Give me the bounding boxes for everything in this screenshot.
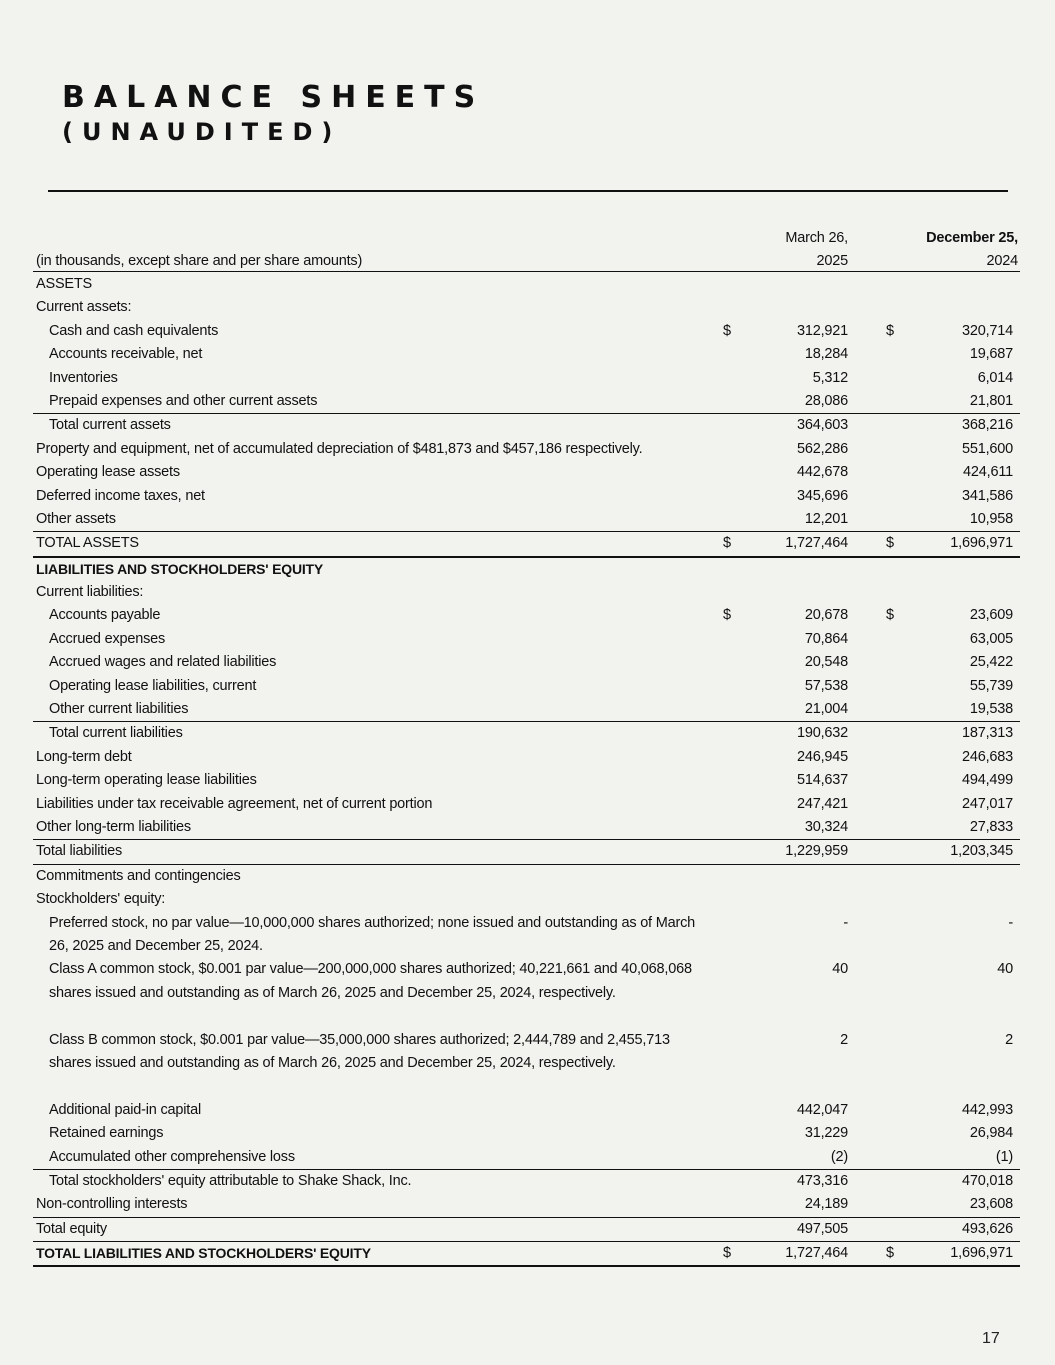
row-label: Accrued expenses (49, 630, 166, 647)
value-2024: 10,958 (969, 510, 1013, 527)
row-label: Stockholders' equity: (36, 891, 166, 908)
page-number: 17 (982, 1330, 1000, 1347)
row-label: TOTAL ASSETS (36, 535, 139, 552)
currency-symbol: $ (723, 607, 731, 624)
value-2025: 20,548 (804, 654, 848, 671)
table-row (33, 769, 1020, 792)
value-2025: 70,864 (804, 630, 848, 647)
table-row (33, 581, 1020, 604)
currency-symbol: $ (886, 322, 894, 339)
row-label: Liabilities under tax receivable agreement, net of current portion (36, 795, 433, 812)
row-label: Other current liabilities (49, 701, 189, 718)
value-2024: (1) (995, 1148, 1013, 1165)
currency-symbol: $ (886, 1245, 894, 1262)
table-row (33, 912, 1020, 959)
table-row (33, 296, 1020, 319)
value-2025: 12,201 (804, 510, 848, 527)
value-2024: 63,005 (969, 630, 1013, 647)
balance-sheet-table (33, 273, 1020, 1267)
row-label: Total current liabilities (49, 725, 183, 742)
row-label: Class B common stock, $0.001 par value—35,000,000 shares authorized; 2,444,789 and 2,455,713 shares issued and outstanding as of March 26, 2025 and December 25, 2024, respectively. (49, 1031, 670, 1071)
currency-symbol: $ (723, 1245, 731, 1262)
value-2024: 25,422 (969, 654, 1013, 671)
value-2024: 1,696,971 (950, 1245, 1013, 1262)
table-row (33, 273, 1020, 296)
table-row (33, 839, 1020, 864)
row-label: Accounts receivable, net (49, 346, 203, 363)
value-2024: 247,017 (961, 795, 1013, 812)
page-title: BALANCE SHEETS (62, 80, 485, 115)
value-2025: 345,696 (796, 487, 848, 504)
value-2025: (2) (830, 1148, 848, 1165)
row-label: Additional paid-in capital (49, 1101, 201, 1118)
table-row (33, 558, 1020, 581)
table-row (33, 1241, 1020, 1267)
row-label: Accumulated other comprehensive loss (49, 1148, 295, 1165)
value-2025: 312,921 (796, 322, 848, 339)
value-2024: - (1008, 914, 1013, 931)
table-row (33, 531, 1020, 557)
value-2025: 18,284 (804, 346, 848, 363)
table-caption: (in thousands, except share and per share amounts) (36, 253, 363, 269)
value-2025: 28,086 (804, 392, 848, 409)
value-2024: 2 (1005, 1031, 1013, 1048)
table-row (33, 1193, 1020, 1216)
row-label: Total current assets (49, 417, 171, 434)
row-label: Accounts payable (49, 607, 161, 624)
value-2024: 187,313 (961, 725, 1013, 742)
value-2024: 442,993 (961, 1101, 1013, 1118)
table-row (33, 508, 1020, 531)
value-2025: 2 (840, 1031, 848, 1048)
table-row (33, 958, 1020, 1028)
table-row (33, 1146, 1020, 1169)
table-row (33, 390, 1020, 413)
table-row (33, 461, 1020, 484)
title-divider (48, 190, 1008, 192)
row-label: Deferred income taxes, net (36, 487, 205, 504)
column-header-row-2 (33, 253, 1020, 271)
currency-symbol: $ (886, 535, 894, 552)
table-row (33, 698, 1020, 721)
row-label: Retained earnings (49, 1125, 164, 1142)
value-2025: - (843, 914, 848, 931)
value-2025: 442,678 (796, 464, 848, 481)
value-2024: 424,611 (963, 464, 1013, 481)
value-2024: 19,687 (969, 346, 1013, 363)
value-2025: 57,538 (804, 677, 848, 694)
table-row (33, 320, 1020, 343)
table-row (33, 721, 1020, 745)
table-row (33, 438, 1020, 461)
col2-header-year: 2024 (986, 253, 1018, 269)
value-2024: 19,538 (969, 701, 1013, 718)
table-row (33, 485, 1020, 508)
value-2025: 31,229 (804, 1125, 848, 1142)
row-label: Class A common stock, $0.001 par value—200,000,000 shares authorized; 40,221,661 and 40,068,068 shares issued and outstanding as of March 26, 2025 and December 25, 2024, respectively. (49, 961, 692, 1001)
table-row (33, 888, 1020, 911)
currency-symbol: $ (723, 322, 731, 339)
col1-header-year: 2025 (816, 253, 848, 269)
value-2025: 1,229,959 (785, 843, 848, 860)
currency-symbol: $ (886, 607, 894, 624)
value-2025: 21,004 (804, 701, 848, 718)
value-2024: 27,833 (969, 818, 1013, 835)
value-2025: 246,945 (796, 748, 848, 765)
value-2025: 497,505 (796, 1220, 848, 1237)
value-2024: 368,216 (961, 417, 1013, 434)
row-label: Property and equipment, net of accumulated depreciation of $481,873 and $457,186 respectively. (36, 440, 643, 457)
value-2025: 40 (832, 961, 848, 978)
col1-header-date: March 26, (785, 230, 848, 246)
value-2024: 551,600 (961, 440, 1013, 457)
row-label: Total liabilities (36, 843, 123, 860)
table-row (33, 604, 1020, 627)
table-row (33, 1217, 1020, 1241)
table-row (33, 675, 1020, 698)
header-divider (33, 271, 1020, 272)
row-label: Long-term debt (36, 748, 132, 765)
row-label: Operating lease assets (36, 464, 180, 481)
value-2025: 514,637 (796, 772, 848, 789)
currency-symbol: $ (723, 535, 731, 552)
row-label: Accrued wages and related liabilities (49, 654, 277, 671)
section-heading: LIABILITIES AND STOCKHOLDERS' EQUITY (36, 560, 324, 577)
row-label: Current liabilities: (36, 584, 144, 601)
table-row (33, 1029, 1020, 1099)
col2-header-date: December 25, (926, 230, 1018, 246)
row-label: ASSETS (36, 276, 93, 292)
page-subtitle: (UNAUDITED) (62, 118, 342, 146)
row-label: Total equity (36, 1220, 107, 1237)
value-2024: 23,608 (969, 1196, 1013, 1213)
row-label: Commitments and contingencies (36, 867, 241, 884)
row-label: Prepaid expenses and other current assets (49, 392, 318, 409)
value-2025: 5,312 (812, 369, 848, 386)
value-2024: 1,696,971 (950, 535, 1013, 552)
value-2024: 21,801 (969, 392, 1013, 409)
table-row (33, 628, 1020, 651)
value-2025: 442,047 (796, 1101, 848, 1118)
table-row (33, 651, 1020, 674)
value-2024: 1,203,345 (950, 843, 1013, 860)
row-label: Other long-term liabilities (36, 818, 191, 835)
row-label: Long-term operating lease liabilities (36, 772, 257, 789)
table-row (33, 1169, 1020, 1193)
table-row (33, 1122, 1020, 1145)
row-label: Total stockholders' equity attributable to Shake Shack, Inc. (49, 1172, 412, 1189)
row-label: Preferred stock, no par value—10,000,000 shares authorized; none issued and outstanding as of March 26, 2025 and December 25, 2024. (49, 914, 696, 954)
row-label: TOTAL LIABILITIES AND STOCKHOLDERS' EQUITY (36, 1245, 371, 1262)
row-label: Other assets (36, 510, 116, 527)
column-header-row-1 (33, 230, 1020, 250)
value-2024: 55,739 (969, 677, 1013, 694)
value-2025: 24,189 (804, 1196, 848, 1213)
value-2025: 190,632 (796, 725, 848, 742)
table-row (33, 746, 1020, 769)
table-row (33, 367, 1020, 390)
value-2025: 562,286 (796, 440, 848, 457)
table-row (33, 413, 1020, 437)
value-2025: 247,421 (796, 795, 848, 812)
table-row (33, 1099, 1020, 1122)
value-2024: 494,499 (961, 772, 1013, 789)
value-2024: 6,014 (977, 369, 1013, 386)
row-label: Cash and cash equivalents (49, 322, 219, 339)
value-2025: 1,727,464 (785, 535, 848, 552)
value-2025: 20,678 (804, 607, 848, 624)
value-2025: 1,727,464 (785, 1245, 848, 1262)
value-2024: 493,626 (961, 1220, 1013, 1237)
row-label: Operating lease liabilities, current (49, 677, 257, 694)
row-label: Current assets: (36, 299, 132, 316)
value-2024: 341,586 (961, 487, 1013, 504)
table-row (33, 865, 1020, 888)
table-row (33, 793, 1020, 816)
value-2025: 30,324 (804, 818, 848, 835)
table-row (33, 343, 1020, 366)
value-2025: 473,316 (796, 1172, 848, 1189)
value-2024: 23,609 (969, 607, 1013, 624)
row-label: Inventories (49, 369, 118, 386)
value-2024: 470,018 (961, 1172, 1013, 1189)
table-row (33, 816, 1020, 839)
value-2025: 364,603 (796, 417, 848, 434)
value-2024: 246,683 (961, 748, 1013, 765)
row-label: Non-controlling interests (36, 1196, 188, 1213)
value-2024: 40 (997, 961, 1013, 978)
value-2024: 26,984 (969, 1125, 1013, 1142)
value-2024: 320,714 (961, 322, 1013, 339)
